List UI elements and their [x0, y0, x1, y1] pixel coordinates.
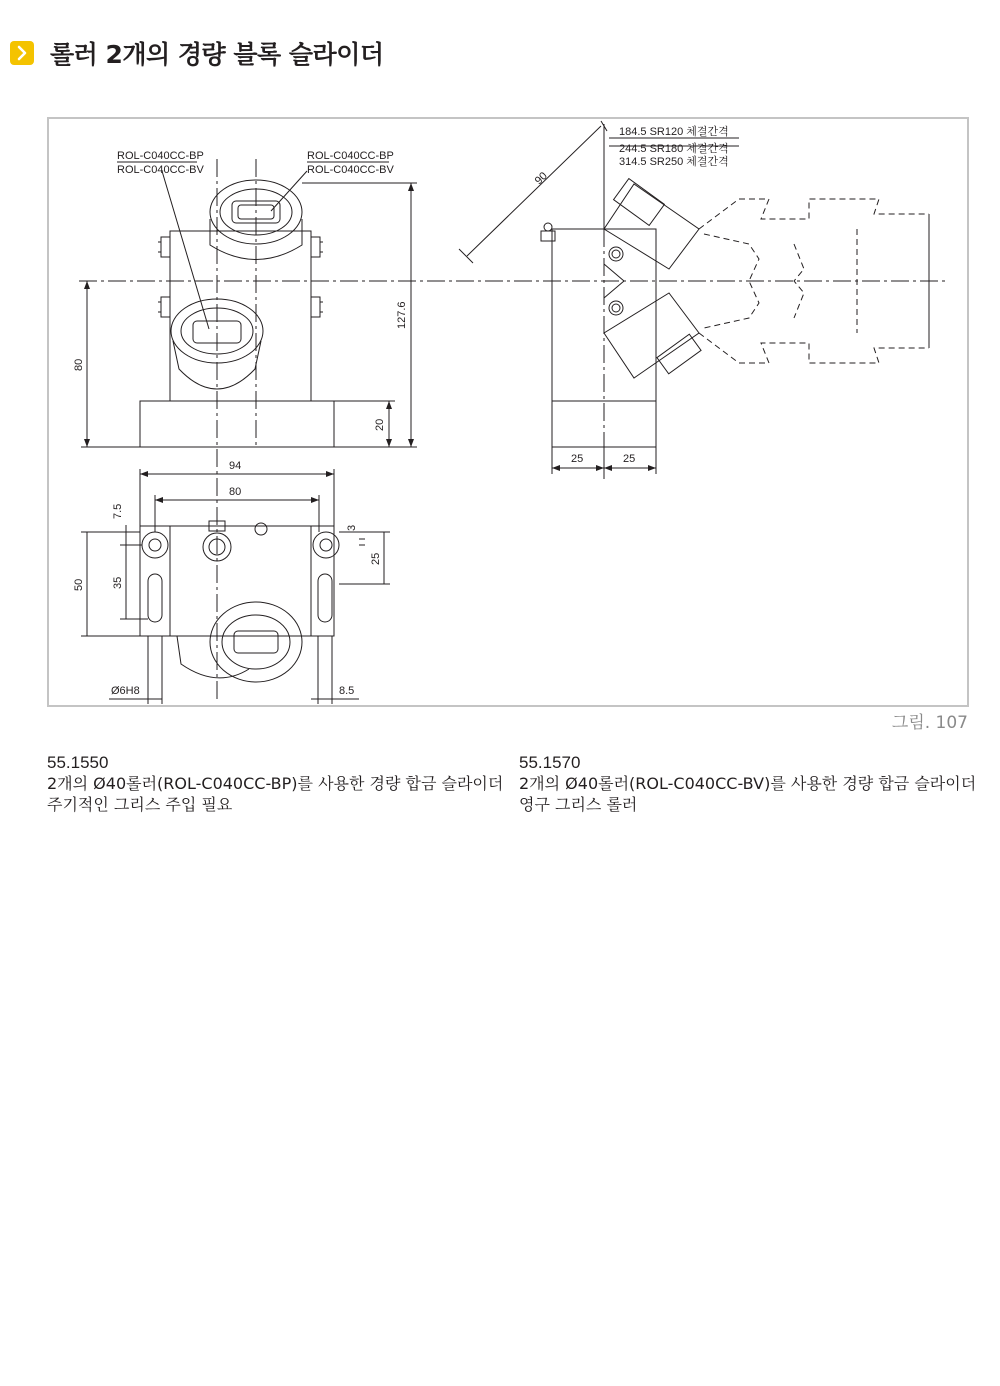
label-sr180: 244.5 SR180 체결간격: [619, 143, 729, 155]
product-code: 55.1550: [47, 753, 109, 772]
section-header: [10, 38, 384, 68]
label-bv-left: ROL-C040CC-BV: [117, 164, 204, 176]
dim-90: 90: [532, 170, 550, 188]
dim-35: 35: [112, 576, 124, 589]
drawing-canvas: [49, 119, 967, 705]
dim-7-5: 7.5: [112, 503, 124, 519]
dim-6h8: Ø6H8: [111, 685, 140, 697]
side-plate: [170, 231, 311, 401]
dim-20: 20: [374, 418, 386, 431]
page-title: 롤러 2개의 경량 블록 슬라이더: [50, 40, 384, 69]
label-bp-left: ROL-C040CC-BP: [117, 150, 204, 162]
dim-25-c: 25: [370, 552, 382, 565]
label-bv-right: ROL-C040CC-BV: [307, 164, 394, 176]
product-description: 2개의 Ø40롤러(ROL-C040CC-BP)를 사용한 경량 합금 슬라이더: [47, 774, 504, 793]
product-note: 주기적인 그리스 주입 필요: [47, 795, 233, 814]
dim-50: 50: [73, 578, 85, 591]
dim-8-5: 8.5: [339, 685, 355, 697]
dim-25-a: 25: [571, 453, 584, 465]
product-code: 55.1570: [519, 753, 581, 772]
product-description: 2개의 Ø40롤러(ROL-C040CC-BV)를 사용한 경량 합금 슬라이더: [519, 774, 977, 793]
dim-80-horizontal: 80: [229, 486, 242, 498]
technical-drawing: [47, 117, 969, 707]
dim-80-vertical: 80: [73, 358, 85, 371]
label-sr250: 314.5 SR250 체결간격: [619, 156, 729, 168]
chevron-right-icon: [10, 41, 34, 65]
product-note: 영구 그리스 롤러: [519, 795, 638, 814]
base-block: [140, 401, 334, 447]
dim-94: 94: [229, 460, 242, 472]
label-bp-right: ROL-C040CC-BP: [307, 150, 394, 162]
product-block: [519, 752, 989, 815]
dim-3: 3: [346, 524, 358, 531]
dim-127-6: 127.6: [396, 301, 408, 329]
product-block: [47, 752, 517, 815]
dim-25-b: 25: [623, 453, 636, 465]
figure-caption: 그림. 107: [891, 713, 968, 733]
label-sr120: 184.5 SR120 체결간격: [619, 126, 729, 138]
